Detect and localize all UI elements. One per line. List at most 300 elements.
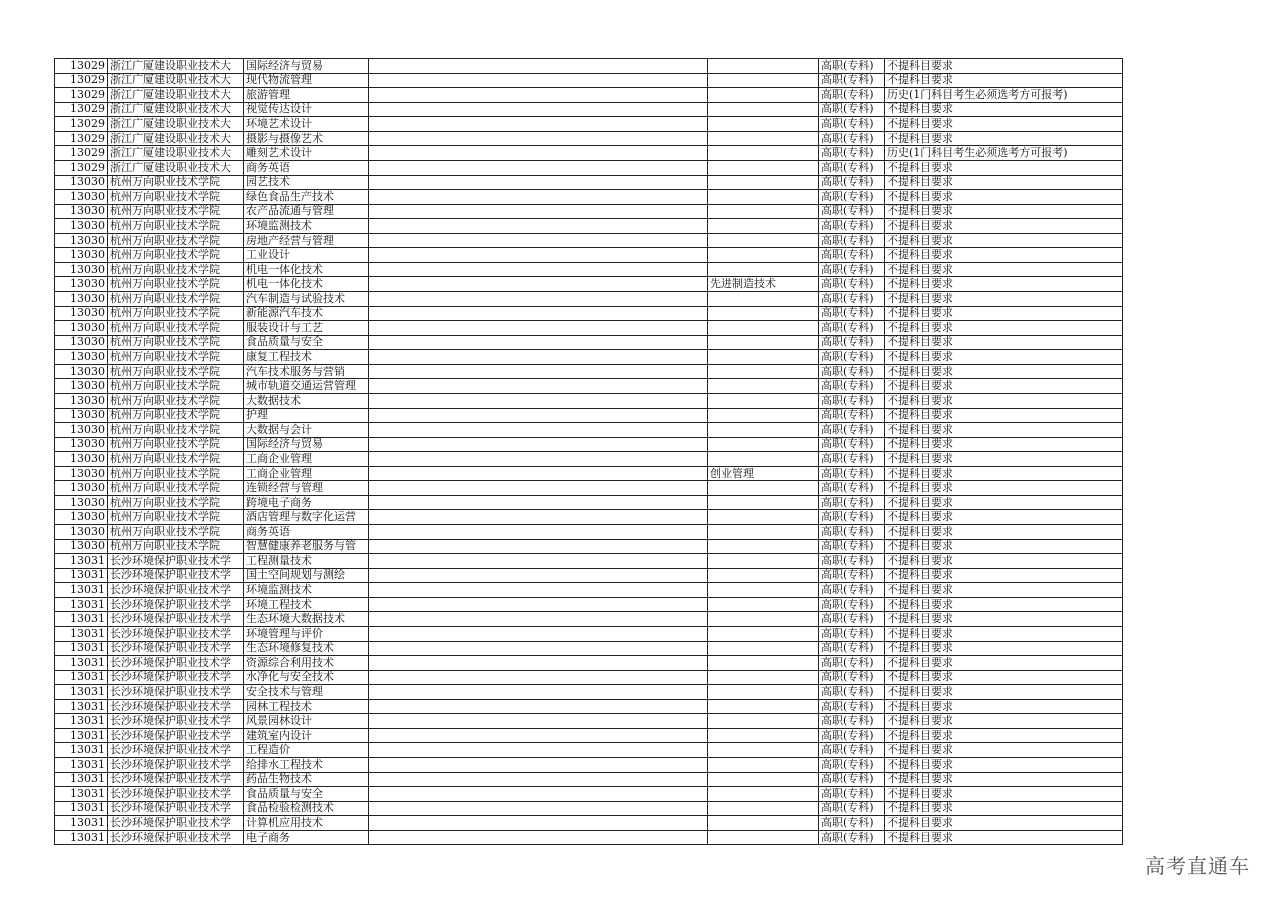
table-row <box>55 554 1123 569</box>
school-code-cell: 13030 <box>55 481 108 496</box>
subject-requirement-cell: 不提科目要求 <box>885 510 1123 525</box>
table-row <box>55 117 1123 132</box>
school-name-cell: 杭州万向职业技术学院 <box>108 204 244 219</box>
level-cell: 高职(专科) <box>819 262 885 277</box>
major-direction-cell <box>708 408 819 423</box>
school-code-cell: 13031 <box>55 830 108 845</box>
school-name-cell: 长沙环境保护职业技术学 <box>108 772 244 787</box>
school-name-cell: 杭州万向职业技术学院 <box>108 466 244 481</box>
school-name-cell: 浙江广厦建设职业技术大 <box>108 88 244 103</box>
major-direction-cell <box>708 670 819 685</box>
school-name-cell: 杭州万向职业技术学院 <box>108 190 244 205</box>
school-code-cell: 13031 <box>55 656 108 671</box>
major-direction-cell <box>708 758 819 773</box>
school-name-cell: 杭州万向职业技术学院 <box>108 539 244 554</box>
school-code-cell: 13029 <box>55 160 108 175</box>
subject-requirement-cell: 历史(1门科目考生必须选考方可报考) <box>885 88 1123 103</box>
school-code-cell: 13030 <box>55 219 108 234</box>
subject-requirement-cell: 不提科目要求 <box>885 481 1123 496</box>
major-direction-cell <box>708 204 819 219</box>
major-direction-cell <box>708 699 819 714</box>
table-row <box>55 452 1123 467</box>
subject-requirement-cell: 不提科目要求 <box>885 743 1123 758</box>
level-cell: 高职(专科) <box>819 102 885 117</box>
blank-cell <box>369 830 708 845</box>
major-direction-cell <box>708 539 819 554</box>
major-direction-cell <box>708 801 819 816</box>
major-name-cell: 商务英语 <box>244 525 369 540</box>
school-code-cell: 13030 <box>55 248 108 263</box>
school-name-cell: 杭州万向职业技术学院 <box>108 393 244 408</box>
level-cell: 高职(专科) <box>819 830 885 845</box>
school-name-cell: 长沙环境保护职业技术学 <box>108 568 244 583</box>
level-cell: 高职(专科) <box>819 219 885 234</box>
subject-requirement-cell: 不提科目要求 <box>885 102 1123 117</box>
table-row <box>55 656 1123 671</box>
school-name-cell: 杭州万向职业技术学院 <box>108 262 244 277</box>
school-name-cell: 长沙环境保护职业技术学 <box>108 597 244 612</box>
major-direction-cell <box>708 292 819 307</box>
school-code-cell: 13030 <box>55 321 108 336</box>
major-name-cell: 机电一体化技术 <box>244 277 369 292</box>
table-row <box>55 525 1123 540</box>
level-cell: 高职(专科) <box>819 408 885 423</box>
subject-requirement-cell: 不提科目要求 <box>885 131 1123 146</box>
table-row <box>55 495 1123 510</box>
school-code-cell: 13030 <box>55 408 108 423</box>
subject-requirement-cell: 不提科目要求 <box>885 539 1123 554</box>
level-cell: 高职(专科) <box>819 670 885 685</box>
table-row <box>55 772 1123 787</box>
level-cell: 高职(专科) <box>819 321 885 336</box>
subject-requirement-cell: 不提科目要求 <box>885 379 1123 394</box>
school-code-cell: 13030 <box>55 495 108 510</box>
school-name-cell: 长沙环境保护职业技术学 <box>108 743 244 758</box>
table-row <box>55 204 1123 219</box>
major-direction-cell <box>708 306 819 321</box>
blank-cell <box>369 379 708 394</box>
level-cell: 高职(专科) <box>819 233 885 248</box>
school-name-cell: 杭州万向职业技术学院 <box>108 525 244 540</box>
major-name-cell: 食品质量与安全 <box>244 335 369 350</box>
blank-cell <box>369 641 708 656</box>
school-name-cell: 长沙环境保护职业技术学 <box>108 685 244 700</box>
subject-requirement-cell: 不提科目要求 <box>885 525 1123 540</box>
blank-cell <box>369 59 708 74</box>
school-code-cell: 13031 <box>55 670 108 685</box>
table-body <box>55 59 1123 845</box>
blank-cell <box>369 233 708 248</box>
table-row <box>55 728 1123 743</box>
subject-requirement-cell: 不提科目要求 <box>885 641 1123 656</box>
level-cell: 高职(专科) <box>819 73 885 88</box>
major-direction-cell <box>708 262 819 277</box>
table-row <box>55 568 1123 583</box>
major-name-cell: 工商企业管理 <box>244 466 369 481</box>
school-code-cell: 13030 <box>55 292 108 307</box>
table-row <box>55 306 1123 321</box>
level-cell: 高职(专科) <box>819 743 885 758</box>
level-cell: 高职(专科) <box>819 452 885 467</box>
blank-cell <box>369 146 708 161</box>
table-row <box>55 190 1123 205</box>
school-code-cell: 13030 <box>55 525 108 540</box>
blank-cell <box>369 568 708 583</box>
school-name-cell: 长沙环境保护职业技术学 <box>108 801 244 816</box>
school-name-cell: 杭州万向职业技术学院 <box>108 350 244 365</box>
major-name-cell: 康复工程技术 <box>244 350 369 365</box>
school-code-cell: 13031 <box>55 568 108 583</box>
major-direction-cell <box>708 379 819 394</box>
major-name-cell: 雕刻艺术设计 <box>244 146 369 161</box>
table-row <box>55 233 1123 248</box>
major-direction-cell <box>708 233 819 248</box>
major-name-cell: 环境监测技术 <box>244 583 369 598</box>
major-name-cell: 商务英语 <box>244 160 369 175</box>
blank-cell <box>369 743 708 758</box>
level-cell: 高职(专科) <box>819 626 885 641</box>
table-row <box>55 160 1123 175</box>
school-name-cell: 长沙环境保护职业技术学 <box>108 641 244 656</box>
blank-cell <box>369 685 708 700</box>
major-name-cell: 汽车制造与试验技术 <box>244 292 369 307</box>
level-cell: 高职(专科) <box>819 758 885 773</box>
table-row <box>55 830 1123 845</box>
level-cell: 高职(专科) <box>819 714 885 729</box>
table-row <box>55 321 1123 336</box>
subject-requirement-cell: 不提科目要求 <box>885 190 1123 205</box>
school-code-cell: 13031 <box>55 626 108 641</box>
school-code-cell: 13030 <box>55 233 108 248</box>
blank-cell <box>369 423 708 438</box>
blank-cell <box>369 539 708 554</box>
level-cell: 高职(专科) <box>819 277 885 292</box>
major-name-cell: 连锁经营与管理 <box>244 481 369 496</box>
major-name-cell: 食品质量与安全 <box>244 787 369 802</box>
major-direction-cell <box>708 728 819 743</box>
subject-requirement-cell: 不提科目要求 <box>885 685 1123 700</box>
school-code-cell: 13031 <box>55 714 108 729</box>
major-direction-cell <box>708 335 819 350</box>
table-row <box>55 350 1123 365</box>
school-name-cell: 杭州万向职业技术学院 <box>108 292 244 307</box>
subject-requirement-cell: 不提科目要求 <box>885 554 1123 569</box>
subject-requirement-cell: 不提科目要求 <box>885 233 1123 248</box>
major-direction-cell <box>708 131 819 146</box>
major-name-cell: 农产品流通与管理 <box>244 204 369 219</box>
school-name-cell: 杭州万向职业技术学院 <box>108 423 244 438</box>
blank-cell <box>369 816 708 831</box>
level-cell: 高职(专科) <box>819 772 885 787</box>
level-cell: 高职(专科) <box>819 787 885 802</box>
major-direction-cell <box>708 816 819 831</box>
table-row <box>55 466 1123 481</box>
level-cell: 高职(专科) <box>819 801 885 816</box>
school-name-cell: 浙江广厦建设职业技术大 <box>108 131 244 146</box>
school-code-cell: 13029 <box>55 88 108 103</box>
major-name-cell: 环境管理与评价 <box>244 626 369 641</box>
blank-cell <box>369 583 708 598</box>
school-code-cell: 13030 <box>55 539 108 554</box>
major-direction-cell <box>708 452 819 467</box>
major-name-cell: 摄影与摄像艺术 <box>244 131 369 146</box>
major-name-cell: 汽车技术服务与营销 <box>244 364 369 379</box>
blank-cell <box>369 481 708 496</box>
table-row <box>55 699 1123 714</box>
blank-cell <box>369 656 708 671</box>
blank-cell <box>369 306 708 321</box>
subject-requirement-cell: 不提科目要求 <box>885 292 1123 307</box>
school-code-cell: 13029 <box>55 59 108 74</box>
level-cell: 高职(专科) <box>819 175 885 190</box>
table-row <box>55 685 1123 700</box>
school-code-cell: 13030 <box>55 466 108 481</box>
level-cell: 高职(专科) <box>819 379 885 394</box>
school-name-cell: 长沙环境保护职业技术学 <box>108 583 244 598</box>
level-cell: 高职(专科) <box>819 583 885 598</box>
subject-requirement-cell: 不提科目要求 <box>885 59 1123 74</box>
school-code-cell: 13030 <box>55 335 108 350</box>
major-direction-cell <box>708 393 819 408</box>
major-name-cell: 资源综合利用技术 <box>244 656 369 671</box>
subject-requirement-cell: 不提科目要求 <box>885 626 1123 641</box>
school-name-cell: 长沙环境保护职业技术学 <box>108 787 244 802</box>
level-cell: 高职(专科) <box>819 656 885 671</box>
school-code-cell: 13030 <box>55 175 108 190</box>
major-name-cell: 大数据技术 <box>244 393 369 408</box>
table-row <box>55 335 1123 350</box>
school-name-cell: 杭州万向职业技术学院 <box>108 233 244 248</box>
major-direction-cell <box>708 787 819 802</box>
major-direction-cell: 先进制造技术 <box>708 277 819 292</box>
table-row <box>55 88 1123 103</box>
major-name-cell: 生态环境大数据技术 <box>244 612 369 627</box>
level-cell: 高职(专科) <box>819 248 885 263</box>
school-name-cell: 杭州万向职业技术学院 <box>108 335 244 350</box>
major-name-cell: 视觉传达设计 <box>244 102 369 117</box>
major-name-cell: 给排水工程技术 <box>244 758 369 773</box>
major-name-cell: 生态环境修复技术 <box>244 641 369 656</box>
school-code-cell: 13029 <box>55 117 108 132</box>
major-direction-cell <box>708 364 819 379</box>
school-name-cell: 杭州万向职业技术学院 <box>108 379 244 394</box>
level-cell: 高职(专科) <box>819 350 885 365</box>
subject-requirement-cell: 不提科目要求 <box>885 160 1123 175</box>
major-name-cell: 绿色食品生产技术 <box>244 190 369 205</box>
major-direction-cell <box>708 568 819 583</box>
major-direction-cell: 创业管理 <box>708 466 819 481</box>
school-code-cell: 13031 <box>55 787 108 802</box>
level-cell: 高职(专科) <box>819 437 885 452</box>
table-row <box>55 510 1123 525</box>
major-name-cell: 食品检验检测技术 <box>244 801 369 816</box>
subject-requirement-cell: 不提科目要求 <box>885 335 1123 350</box>
level-cell: 高职(专科) <box>819 481 885 496</box>
school-code-cell: 13030 <box>55 350 108 365</box>
major-direction-cell <box>708 102 819 117</box>
level-cell: 高职(专科) <box>819 816 885 831</box>
major-name-cell: 护理 <box>244 408 369 423</box>
subject-requirement-cell: 不提科目要求 <box>885 670 1123 685</box>
table-row <box>55 714 1123 729</box>
major-direction-cell <box>708 321 819 336</box>
major-name-cell: 旅游管理 <box>244 88 369 103</box>
subject-requirement-cell: 不提科目要求 <box>885 204 1123 219</box>
school-code-cell: 13031 <box>55 699 108 714</box>
blank-cell <box>369 597 708 612</box>
school-name-cell: 杭州万向职业技术学院 <box>108 219 244 234</box>
blank-cell <box>369 714 708 729</box>
school-name-cell: 杭州万向职业技术学院 <box>108 437 244 452</box>
blank-cell <box>369 335 708 350</box>
table-row <box>55 583 1123 598</box>
level-cell: 高职(专科) <box>819 117 885 132</box>
subject-requirement-cell: 不提科目要求 <box>885 452 1123 467</box>
major-direction-cell <box>708 160 819 175</box>
blank-cell <box>369 452 708 467</box>
major-name-cell: 安全技术与管理 <box>244 685 369 700</box>
blank-cell <box>369 117 708 132</box>
blank-cell <box>369 699 708 714</box>
major-direction-cell <box>708 248 819 263</box>
school-code-cell: 13030 <box>55 437 108 452</box>
level-cell: 高职(专科) <box>819 641 885 656</box>
blank-cell <box>369 292 708 307</box>
school-name-cell: 杭州万向职业技术学院 <box>108 452 244 467</box>
subject-requirement-cell: 不提科目要求 <box>885 787 1123 802</box>
school-code-cell: 13031 <box>55 554 108 569</box>
table-row <box>55 437 1123 452</box>
blank-cell <box>369 408 708 423</box>
major-name-cell: 环境监测技术 <box>244 219 369 234</box>
blank-cell <box>369 321 708 336</box>
school-code-cell: 13030 <box>55 262 108 277</box>
table-row <box>55 787 1123 802</box>
blank-cell <box>369 160 708 175</box>
table-row <box>55 219 1123 234</box>
major-name-cell: 工商企业管理 <box>244 452 369 467</box>
school-name-cell: 浙江广厦建设职业技术大 <box>108 160 244 175</box>
major-direction-cell <box>708 525 819 540</box>
level-cell: 高职(专科) <box>819 597 885 612</box>
major-name-cell: 智慧健康养老服务与管 <box>244 539 369 554</box>
major-name-cell: 现代物流管理 <box>244 73 369 88</box>
school-name-cell: 长沙环境保护职业技术学 <box>108 816 244 831</box>
level-cell: 高职(专科) <box>819 393 885 408</box>
table-row <box>55 641 1123 656</box>
major-direction-cell <box>708 73 819 88</box>
blank-cell <box>369 248 708 263</box>
level-cell: 高职(专科) <box>819 466 885 481</box>
table-row <box>55 801 1123 816</box>
table-row <box>55 612 1123 627</box>
table-row <box>55 73 1123 88</box>
subject-requirement-cell: 不提科目要求 <box>885 408 1123 423</box>
major-name-cell: 城市轨道交通运营管理 <box>244 379 369 394</box>
level-cell: 高职(专科) <box>819 612 885 627</box>
table-row <box>55 743 1123 758</box>
school-name-cell: 杭州万向职业技术学院 <box>108 306 244 321</box>
major-name-cell: 环境艺术设计 <box>244 117 369 132</box>
major-direction-cell <box>708 190 819 205</box>
school-code-cell: 13029 <box>55 131 108 146</box>
blank-cell <box>369 190 708 205</box>
level-cell: 高职(专科) <box>819 510 885 525</box>
subject-requirement-cell: 不提科目要求 <box>885 466 1123 481</box>
subject-requirement-cell: 不提科目要求 <box>885 219 1123 234</box>
table-row <box>55 102 1123 117</box>
level-cell: 高职(专科) <box>819 335 885 350</box>
major-name-cell: 大数据与会计 <box>244 423 369 438</box>
major-direction-cell <box>708 481 819 496</box>
subject-requirement-cell: 不提科目要求 <box>885 830 1123 845</box>
blank-cell <box>369 350 708 365</box>
table-row <box>55 364 1123 379</box>
blank-cell <box>369 466 708 481</box>
school-code-cell: 13030 <box>55 510 108 525</box>
subject-requirement-cell: 不提科目要求 <box>885 321 1123 336</box>
school-code-cell: 13031 <box>55 816 108 831</box>
level-cell: 高职(专科) <box>819 204 885 219</box>
blank-cell <box>369 175 708 190</box>
subject-requirement-cell: 不提科目要求 <box>885 597 1123 612</box>
major-name-cell: 国土空间规划与测绘 <box>244 568 369 583</box>
blank-cell <box>369 131 708 146</box>
subject-requirement-cell: 不提科目要求 <box>885 801 1123 816</box>
major-direction-cell <box>708 175 819 190</box>
subject-requirement-cell: 不提科目要求 <box>885 73 1123 88</box>
subject-requirement-cell: 不提科目要求 <box>885 117 1123 132</box>
major-direction-cell <box>708 146 819 161</box>
table-row <box>55 758 1123 773</box>
table-row <box>55 131 1123 146</box>
school-code-cell: 13030 <box>55 393 108 408</box>
subject-requirement-cell: 不提科目要求 <box>885 306 1123 321</box>
school-code-cell: 13030 <box>55 204 108 219</box>
major-name-cell: 房地产经营与管理 <box>244 233 369 248</box>
major-name-cell: 工业设计 <box>244 248 369 263</box>
subject-requirement-cell: 历史(1门科目考生必须选考方可报考) <box>885 146 1123 161</box>
school-code-cell: 13030 <box>55 190 108 205</box>
level-cell: 高职(专科) <box>819 554 885 569</box>
school-name-cell: 长沙环境保护职业技术学 <box>108 656 244 671</box>
school-name-cell: 长沙环境保护职业技术学 <box>108 714 244 729</box>
major-direction-cell <box>708 88 819 103</box>
table-row <box>55 277 1123 292</box>
blank-cell <box>369 612 708 627</box>
school-name-cell: 长沙环境保护职业技术学 <box>108 699 244 714</box>
level-cell: 高职(专科) <box>819 59 885 74</box>
major-direction-cell <box>708 219 819 234</box>
level-cell: 高职(专科) <box>819 160 885 175</box>
major-direction-cell <box>708 597 819 612</box>
major-direction-cell <box>708 626 819 641</box>
subject-requirement-cell: 不提科目要求 <box>885 364 1123 379</box>
school-code-cell: 13031 <box>55 583 108 598</box>
major-direction-cell <box>708 685 819 700</box>
school-code-cell: 13031 <box>55 685 108 700</box>
major-direction-cell <box>708 583 819 598</box>
subject-requirement-cell: 不提科目要求 <box>885 262 1123 277</box>
major-name-cell: 国际经济与贸易 <box>244 59 369 74</box>
major-direction-cell <box>708 495 819 510</box>
school-name-cell: 长沙环境保护职业技术学 <box>108 830 244 845</box>
subject-requirement-cell: 不提科目要求 <box>885 568 1123 583</box>
school-name-cell: 浙江广厦建设职业技术大 <box>108 117 244 132</box>
subject-requirement-cell: 不提科目要求 <box>885 758 1123 773</box>
level-cell: 高职(专科) <box>819 88 885 103</box>
subject-requirement-cell: 不提科目要求 <box>885 393 1123 408</box>
